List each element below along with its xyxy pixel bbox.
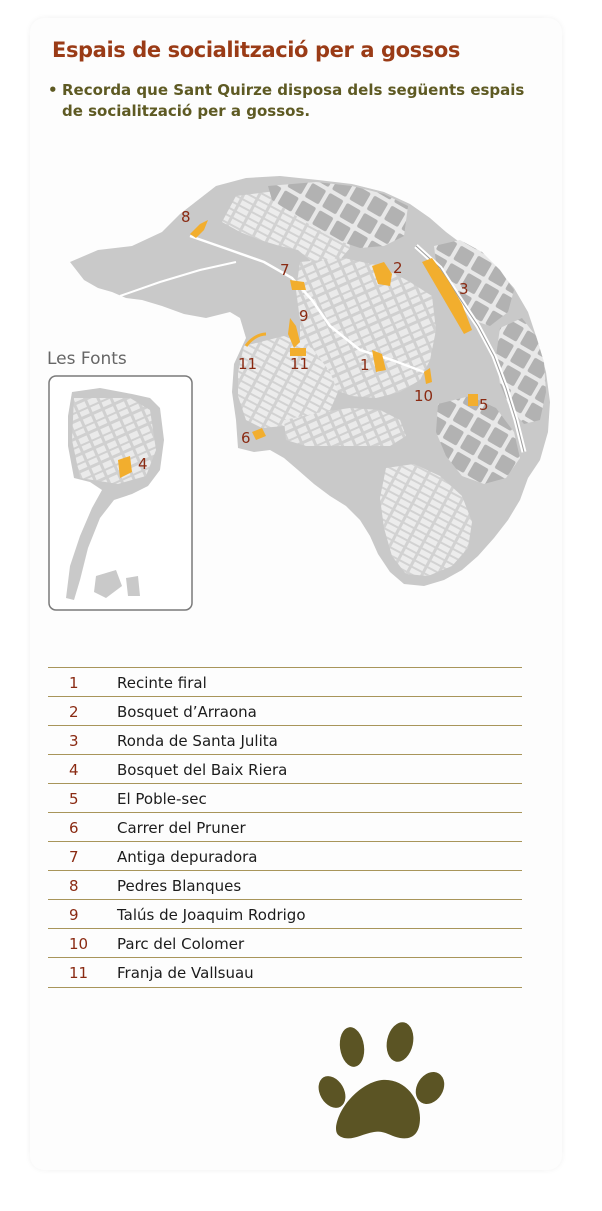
legend-number: 11 — [69, 964, 89, 982]
subtitle-text: Recorda que Sant Quirze disposa dels següents espais de socialització per a gossos. — [62, 81, 525, 120]
marker-4: 4 — [138, 455, 148, 473]
legend-name: Ronda de Santa Julita — [117, 732, 278, 750]
legend-item — [48, 928, 522, 957]
legend-name: Franja de Vallsuau — [117, 964, 254, 982]
marker-3: 3 — [459, 280, 469, 298]
legend-name: Talús de Joaquim Rodrigo — [117, 906, 306, 924]
legend-number: 1 — [69, 674, 79, 692]
legend-item — [48, 870, 522, 899]
legend-item — [48, 696, 522, 725]
marker-10: 10 — [414, 387, 434, 405]
bullet-icon: • — [48, 81, 58, 99]
legend-item — [48, 812, 522, 841]
marker-1: 1 — [360, 356, 370, 374]
marker-6: 6 — [241, 429, 251, 447]
marker-2: 2 — [393, 259, 403, 277]
legend-name: Carrer del Pruner — [117, 819, 246, 837]
legend-list — [48, 667, 522, 988]
page-title: Espais de socialització per a gossos — [52, 38, 461, 62]
legend-name: Pedres Blanques — [117, 877, 242, 895]
marker-11b: 11 — [290, 355, 310, 373]
legend-number: 8 — [69, 877, 79, 895]
legend-item — [48, 899, 522, 928]
legend-number: 6 — [69, 819, 79, 837]
legend-number: 2 — [69, 703, 79, 721]
marker-5: 5 — [479, 396, 489, 414]
legend-item — [48, 841, 522, 870]
legend-item — [48, 957, 522, 988]
legend-item — [48, 783, 522, 812]
legend-number: 4 — [69, 761, 79, 779]
marker-9: 9 — [299, 307, 309, 325]
legend-name: El Poble-sec — [117, 790, 207, 808]
inset-label: Les Fonts — [47, 349, 127, 369]
legend-number: 5 — [69, 790, 79, 808]
marker-7: 7 — [280, 261, 290, 279]
marker-11a: 11 — [238, 355, 258, 373]
legend-name: Bosquet d’Arraona — [117, 703, 257, 721]
legend-name: Antiga depuradora — [117, 848, 258, 866]
legend-name: Bosquet del Baix Riera — [117, 761, 288, 779]
legend-number: 9 — [69, 906, 79, 924]
legend-name: Parc del Colomer — [117, 935, 245, 953]
legend-item — [48, 725, 522, 754]
paw-icon — [318, 1022, 450, 1144]
legend-name: Recinte firal — [117, 674, 207, 692]
legend-number: 10 — [69, 935, 89, 953]
marker-8: 8 — [181, 208, 191, 226]
legend-item — [48, 667, 522, 696]
legend-number: 3 — [69, 732, 79, 750]
legend-item — [48, 754, 522, 783]
legend-number: 7 — [69, 848, 79, 866]
